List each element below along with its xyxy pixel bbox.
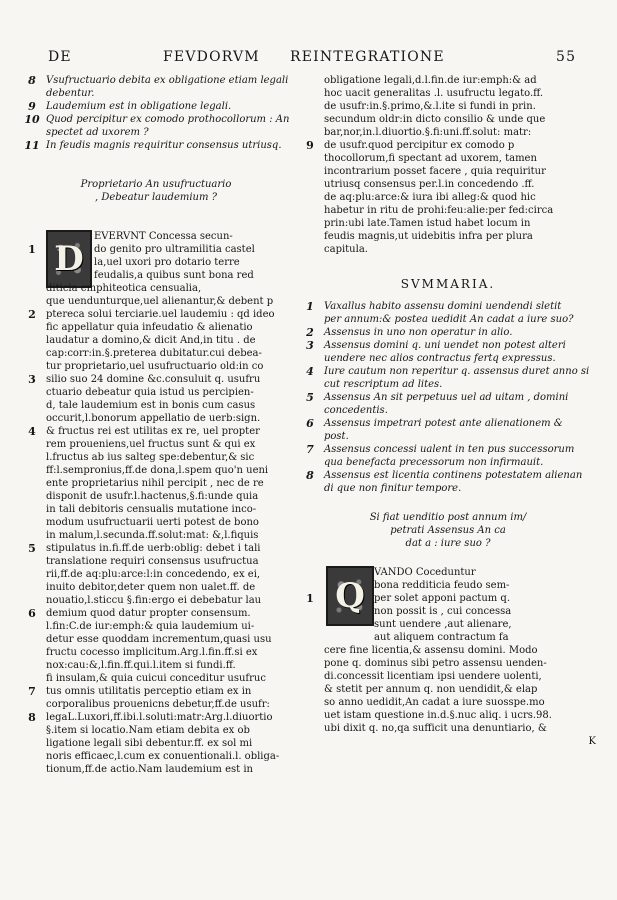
line-text: secundum oldr:in dicto consilio & unde que	[324, 114, 546, 125]
line-text: tionum,ff.de actio.Nam laudemium est in	[46, 764, 253, 775]
text-line	[300, 670, 596, 683]
left-subtitle-line: Proprietario An usufructuario	[80, 179, 232, 190]
text-line	[22, 386, 290, 399]
line-text: EVERVNT Concessa secun-	[94, 231, 233, 242]
line-text: VANDO Coceduntur	[374, 567, 476, 578]
margin-number: 2	[28, 308, 36, 321]
line-text: de usufr:in.§.primo,&.l.ite si fundi in prin.	[324, 101, 536, 112]
text-line	[22, 542, 290, 555]
text-line	[22, 230, 290, 243]
text-line	[300, 709, 596, 722]
text-line	[300, 417, 596, 430]
text-line	[300, 404, 596, 417]
line-text: tus omnis utilitatis perceptio etiam ex in	[46, 686, 252, 697]
line-text: modum usufructuarii uerti potest de bono	[46, 517, 259, 528]
text-line	[22, 451, 290, 464]
line-text: post.	[324, 431, 349, 442]
line-text: rem proueniens,uel fructus sunt & qui ex	[46, 439, 256, 450]
margin-number: 9	[28, 100, 36, 113]
text-line	[22, 646, 290, 659]
right-subtitle-line: petrati Assensus An ca	[390, 525, 506, 536]
line-text: inuito debitor,deter quem non ualet.ff. de	[46, 582, 256, 593]
text-line	[22, 763, 290, 776]
text-line	[300, 74, 596, 87]
text-line	[300, 165, 596, 178]
text-line	[300, 352, 596, 365]
header-middle-1: FEVDORVM	[163, 49, 260, 65]
running-header	[0, 49, 617, 71]
margin-number: 11	[24, 139, 40, 152]
text-line	[300, 204, 596, 217]
line-text: Laudemium est in obligatione legali.	[46, 101, 232, 112]
text-line	[22, 373, 290, 386]
text-line	[22, 308, 290, 321]
line-text: di que non finitur tempore.	[324, 483, 462, 494]
text-line	[22, 711, 290, 724]
text-line	[300, 378, 596, 391]
text-line	[22, 633, 290, 646]
text-line	[300, 482, 596, 495]
left-column	[22, 74, 290, 776]
line-text: fructu cocesso implicitum.Arg.l.fin.ff.si ex	[46, 647, 258, 658]
margin-number: 6	[306, 417, 314, 430]
line-text: & fructus rei est utilitas ex re, uel propter	[46, 426, 260, 437]
decorated-initial: Q	[326, 566, 374, 626]
margin-number: 7	[306, 443, 314, 456]
text-line	[22, 126, 290, 139]
margin-number: 10	[24, 113, 40, 126]
text-line	[300, 696, 596, 709]
text-line	[300, 391, 596, 404]
text-line	[22, 87, 290, 100]
text-line	[22, 295, 290, 308]
text-line	[22, 477, 290, 490]
margin-number: 4	[28, 425, 36, 438]
text-line	[300, 592, 596, 605]
line-text: fi insulam,& quia cuicui conceditur usufruc	[46, 673, 266, 684]
line-text: de usufr.quod percipitur ex comodo p	[324, 140, 515, 151]
line-text: Assensus est licentia continens potestatem alienan	[324, 470, 583, 481]
right-summary-list	[300, 300, 596, 495]
line-text: prin:ubi late.Tamen istud habet locum in	[324, 218, 531, 229]
text-line	[300, 326, 596, 339]
line-text: per solet apponi pactum q.	[374, 593, 511, 604]
text-line	[22, 139, 290, 152]
text-line	[22, 113, 290, 126]
line-text: so anno uedidit,An cadat a iure suosspe.mo	[324, 697, 545, 708]
line-text: non possit is , cui concessa	[374, 606, 512, 617]
line-text: nox:cau:&,l.fin.ff.qui.l.item si fundi.ff.	[46, 660, 236, 671]
line-text: utriusq consensus per.l.in concedendo .ff.	[324, 179, 535, 190]
text-line	[300, 631, 596, 644]
line-text: concedentis.	[324, 405, 388, 416]
line-text: uendere nec alios contractus fertq expressus.	[324, 353, 556, 364]
line-text: la,uel uxori pro dotario terre	[94, 257, 240, 268]
text-line	[22, 256, 290, 269]
line-text: Vaxallus habito assensu domini uendendi sletit	[324, 301, 562, 312]
line-text: cere fine licentia,& assensu domini. Modo	[324, 645, 538, 656]
decorated-initial: D	[46, 230, 92, 288]
text-line	[22, 464, 290, 477]
line-text: sunt uendere ,aut alienare,	[374, 619, 512, 630]
text-line	[22, 555, 290, 568]
margin-number: 4	[306, 365, 314, 378]
line-text: di.concessit licentiam ipsi uendere uolenti,	[324, 671, 542, 682]
text-line	[22, 334, 290, 347]
text-line	[22, 724, 290, 737]
text-line	[22, 620, 290, 633]
line-text: legaL.Luxori,ff.ibi.l.soluti:matr:Arg.l.diuortio	[46, 712, 273, 723]
line-text: ente proprietarius nihil percipit , nec de re	[46, 478, 264, 489]
text-line	[300, 722, 596, 735]
header-left: DE	[48, 49, 72, 65]
line-text: ff:l.sempronius,ff.de dona,l.spem quo'n ueni	[46, 465, 269, 476]
line-text: l.fructus ab ius salteg spe:debentur,& sic	[46, 452, 255, 463]
margin-number: 1	[306, 592, 314, 605]
line-text: laudatur a domino,& dicit And,in titu . de	[46, 335, 256, 346]
line-text: Iure cautum non reperitur q. assensus duret anno si	[324, 366, 590, 377]
text-line	[22, 347, 290, 360]
line-text: in tali debitoris censualis mutatione inco-	[46, 504, 257, 515]
margin-number: 8	[28, 74, 36, 87]
text-line	[300, 230, 596, 243]
text-line	[300, 152, 596, 165]
text-line	[300, 126, 596, 139]
line-text: in malum,l.secunda.ff.solut:mat: &,l.fiquis	[46, 530, 259, 541]
line-text: bona redditicia feudo sem-	[374, 580, 510, 591]
margin-number: 1	[306, 300, 314, 313]
line-text: cap:corr:in.§.preterea dubitatur.cui debea-	[46, 348, 262, 359]
line-text: do genito pro ultramilitia castel	[94, 244, 255, 255]
line-text: Assensus concessi ualent in ten pus successorum	[324, 444, 575, 455]
line-text: debentur.	[46, 88, 95, 99]
line-text: per annum:& postea uedidit An cadat a iure suo?	[324, 314, 574, 325]
text-line	[300, 191, 596, 204]
text-line	[22, 321, 290, 334]
line-text: In feudis magnis requiritur consensus utriusq.	[46, 140, 282, 151]
text-line	[300, 644, 596, 657]
text-line	[22, 698, 290, 711]
text-line	[300, 566, 596, 579]
text-line	[300, 217, 596, 230]
line-text: & stetit per annum q. non uendidit,& elap	[324, 684, 538, 695]
right-subtitle-line: Si fiat uenditio post annum im/	[369, 512, 527, 523]
line-text: pone q. dominus sibi petro assensu uenden-	[324, 658, 547, 669]
text-line	[300, 100, 596, 113]
text-line	[300, 113, 596, 126]
text-line	[300, 605, 596, 618]
line-text: de aq:plu:arce:& iura ibi alleg:& quod hic	[324, 192, 536, 203]
line-text: bar,nor,in.l.diuortio.§.fi:uni.ff.solut: matr:	[324, 127, 532, 138]
text-line	[22, 438, 290, 451]
text-line	[22, 412, 290, 425]
line-text: stipulatus in.fi.ff.de uerb:oblig: debet i tali	[46, 543, 261, 554]
line-text: corporalibus prouenicns debetur,ff.de usufr:	[46, 699, 270, 710]
right-column	[300, 74, 596, 748]
right-continuation-text	[300, 74, 596, 256]
line-text: capitula.	[324, 244, 368, 255]
line-text: §.item si locatio.Nam etiam debita ex ob	[46, 725, 250, 736]
line-text: incontrarium posset facere , quia requiritur	[324, 166, 546, 177]
line-text: l.fin:C.de iur:emph:& quia laudemium ui-	[46, 621, 255, 632]
text-line	[22, 399, 290, 412]
right-subtitle	[300, 511, 596, 550]
text-line	[22, 516, 290, 529]
text-line	[22, 672, 290, 685]
line-text: que uendunturque,uel alienantur,& debent p	[46, 296, 274, 307]
text-line	[22, 568, 290, 581]
text-line	[300, 300, 596, 313]
text-line	[22, 282, 290, 295]
left-body	[22, 230, 290, 776]
text-line	[22, 750, 290, 763]
line-text: ptereca solui terciarie.uel laudemiu : qd ideo	[46, 309, 275, 320]
text-line	[22, 100, 290, 113]
text-line	[22, 737, 290, 750]
text-line	[300, 456, 596, 469]
text-line	[22, 529, 290, 542]
margin-number: 5	[28, 542, 36, 555]
line-text: qua benefacta precessorum non infirmauit.	[324, 457, 544, 468]
line-text: rii,ff.de aq:plu:arce:l:in concedendo, ex ei,	[46, 569, 261, 580]
line-text: K	[588, 736, 596, 747]
text-line	[22, 607, 290, 620]
line-text: habetur in ritu de prohi:feu:alie:per fed:circa	[324, 205, 554, 216]
page-number: 55	[556, 49, 577, 65]
text-line	[22, 74, 290, 87]
text-line	[22, 659, 290, 672]
text-line	[300, 683, 596, 696]
margin-number: 1	[28, 243, 36, 256]
left-summary-list	[22, 74, 290, 152]
line-text: ubi dixit q. no,qa sufficit una denuntiario, &	[324, 723, 547, 734]
margin-number: 8	[306, 469, 314, 482]
line-text: translatione requiri consensus usufructua	[46, 556, 259, 567]
margin-number: 2	[306, 326, 314, 339]
line-text: aut aliquem contractum fa	[374, 632, 509, 643]
margin-number: 6	[28, 607, 36, 620]
line-text: nouatio,l.sticcu §.fin:ergo ei debebatur lau	[46, 595, 262, 606]
text-line	[22, 360, 290, 373]
text-line	[300, 87, 596, 100]
text-line	[300, 579, 596, 592]
text-line	[22, 685, 290, 698]
margin-number: 8	[28, 711, 36, 724]
line-text: uet istam questione in.d.§.nuc aliq. i ucrs.98.	[324, 710, 552, 721]
text-line	[300, 178, 596, 191]
line-text: obligatione legali,d.l.fin.de iur:emph:& ad	[324, 75, 537, 86]
text-line	[300, 339, 596, 352]
text-line	[300, 139, 596, 152]
line-text: feudis magnis,ut uidebitis infra per plura	[324, 231, 533, 242]
line-text: silio suo 24 domine &c.consuluit q. usufru	[46, 374, 261, 385]
text-line	[22, 490, 290, 503]
text-line	[22, 503, 290, 516]
line-text: diticia emphiteotica censualia,	[46, 283, 202, 294]
text-line	[300, 443, 596, 456]
line-text: Assensus domini q. uni uendet non potest alteri	[324, 340, 566, 351]
line-text: demium quod datur propter consensum.	[46, 608, 251, 619]
line-text: ligatione legali sibi debentur.ff. ex sol mi	[46, 738, 253, 749]
line-text: thocollorum,fi spectant ad uxorem, tamen	[324, 153, 537, 164]
text-line	[22, 581, 290, 594]
header-middle-2: REINTEGRATIONE	[290, 49, 445, 65]
text-line	[300, 430, 596, 443]
line-text: Assensus An sit perpetuus uel ad uitam , domini	[324, 392, 569, 403]
line-text: disponit de usufr.l.hactenus,§.fi:unde quia	[46, 491, 259, 502]
text-line	[22, 269, 290, 282]
right-subtitle-line: dat a : iure suo ?	[405, 538, 491, 549]
line-text: tur proprietario,uel usufructuario old:in co	[46, 361, 264, 372]
line-text: Vsufructuario debita ex obligatione etiam legali	[46, 75, 289, 86]
line-text: noris efficaec,l.cum ex conuentionali.l. obliga-	[46, 751, 280, 762]
line-text: cut rescriptum ad lites.	[324, 379, 443, 390]
text-line	[300, 657, 596, 670]
text-line	[300, 469, 596, 482]
text-line	[22, 594, 290, 607]
line-text: hoc uacit generalitas .l. usufructu legato.ff.	[324, 88, 544, 99]
margin-number: 5	[306, 391, 314, 404]
text-line	[300, 243, 596, 256]
left-subtitle	[22, 178, 290, 204]
line-text: spectet ad uxorem ?	[46, 127, 149, 138]
summaria-heading: SVMMARIA.	[400, 277, 496, 291]
line-text: Assensus impetrari potest ante alienationem &	[324, 418, 563, 429]
margin-number: 3	[28, 373, 36, 386]
left-subtitle-line: , Debeatur laudemium ?	[94, 192, 218, 203]
line-text: detur esse quoddam incrementum,quasi usu	[46, 634, 272, 645]
text-line	[300, 735, 596, 748]
margin-number: 3	[306, 339, 314, 352]
text-line	[300, 313, 596, 326]
text-line	[22, 243, 290, 256]
line-text: ctuario debeatur quia istud us percipien-	[46, 387, 254, 398]
line-text: Assensus in uno non operatur in alio.	[324, 327, 513, 338]
text-line	[300, 365, 596, 378]
line-text: feudalis,a quibus sunt bona red	[94, 270, 254, 281]
line-text: fic appellatur quia infeudatio & alienatio	[46, 322, 253, 333]
text-line	[22, 425, 290, 438]
margin-number: 7	[28, 685, 36, 698]
margin-number: 9	[306, 139, 314, 152]
right-body	[300, 566, 596, 748]
line-text: occurit,l.bonorum appellatio de uerb:sign.	[46, 413, 261, 424]
text-line	[300, 618, 596, 631]
line-text: Quod percipitur ex comodo prothocollorum : An	[46, 114, 290, 125]
line-text: d, tale laudemium est in bonis cum casus	[46, 400, 256, 411]
